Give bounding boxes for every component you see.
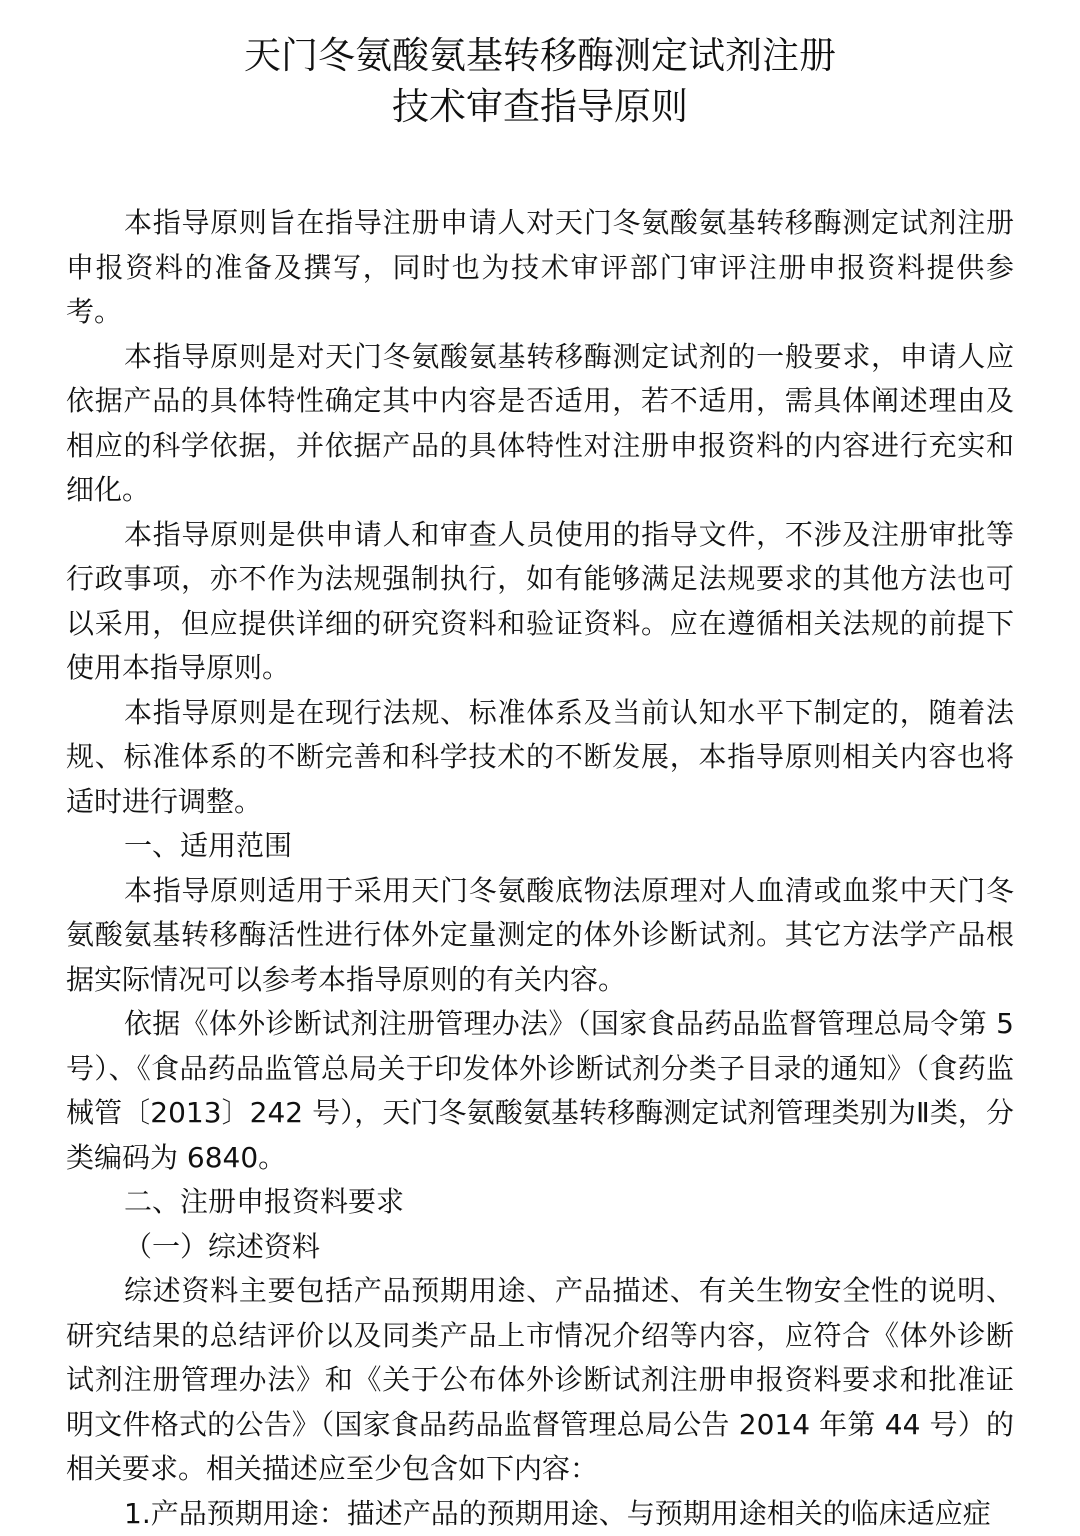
- paragraph-general-requirements: 本指导原则是对天门冬氨酸氨基转移酶测定试剂的一般要求，申请人应依据产品的具体特性确定其中内容是否适用，若不适用，需具体阐述理由及相应的科学依据，并依据产品的具体特性对注册申报资料的内容进行充实和细化。: [66, 335, 1014, 513]
- paragraph-usage-scope: 本指导原则是供申请人和审查人员使用的指导文件，不涉及注册审批等行政事项，亦不作为法规强制执行，如有能够满足法规要求的其他方法也可以采用，但应提供详细的研究资料和验证资料。应在遵循相关法规的前提下使用本指导原则。: [66, 513, 1014, 691]
- paragraph-intended-use: 1.产品预期用途：描述产品的预期用途、与预期用途相关的临床适应症: [66, 1492, 1014, 1536]
- paragraph-applicability: 本指导原则适用于采用天门冬氨酸底物法原理对人血清或血浆中天门冬氨酸氨基转移酶活性进行体外定量测定的体外诊断试剂。其它方法学产品根据实际情况可以参考本指导原则的有关内容。: [66, 869, 1014, 1003]
- document-title: [66, 30, 1014, 132]
- section-heading-scope: 一、适用范围: [66, 824, 1014, 869]
- paragraph-classification: 依据《体外诊断试剂注册管理办法》（国家食品药品监督管理总局令第 5 号）、《食品药品监管总局关于印发体外诊断试剂分类子目录的通知》（食药监械管〔2013〕242 号），天门冬氨酸氨基转移酶测定试剂管理类别为Ⅱ类，分类编码为 6840。: [66, 1002, 1014, 1180]
- section-heading-registration-materials: 二、注册申报资料要求: [66, 1180, 1014, 1225]
- paragraph-overview-content: 综述资料主要包括产品预期用途、产品描述、有关生物安全性的说明、研究结果的总结评价以及同类产品上市情况介绍等内容，应符合《体外诊断试剂注册管理办法》和《关于公布体外诊断试剂注册申报资料要求和批准证明文件格式的公告》（国家食品药品监督管理总局公告 2014 年第 44 号）的相关要求。相关描述应至少包含如下内容：: [66, 1269, 1014, 1492]
- title-line-2: 技术审查指导原则: [66, 81, 1014, 132]
- document-body: [66, 201, 1014, 1536]
- paragraph-purpose: 本指导原则旨在指导注册申请人对天门冬氨酸氨基转移酶测定试剂注册申报资料的准备及撰写，同时也为技术审评部门审评注册申报资料提供参考。: [66, 201, 1014, 335]
- subsection-heading-overview: （一）综述资料: [66, 1225, 1014, 1270]
- paragraph-revision-note: 本指导原则是在现行法规、标准体系及当前认知水平下制定的，随着法规、标准体系的不断完善和科学技术的不断发展，本指导原则相关内容也将适时进行调整。: [66, 691, 1014, 825]
- title-line-1: 天门冬氨酸氨基转移酶测定试剂注册: [66, 30, 1014, 81]
